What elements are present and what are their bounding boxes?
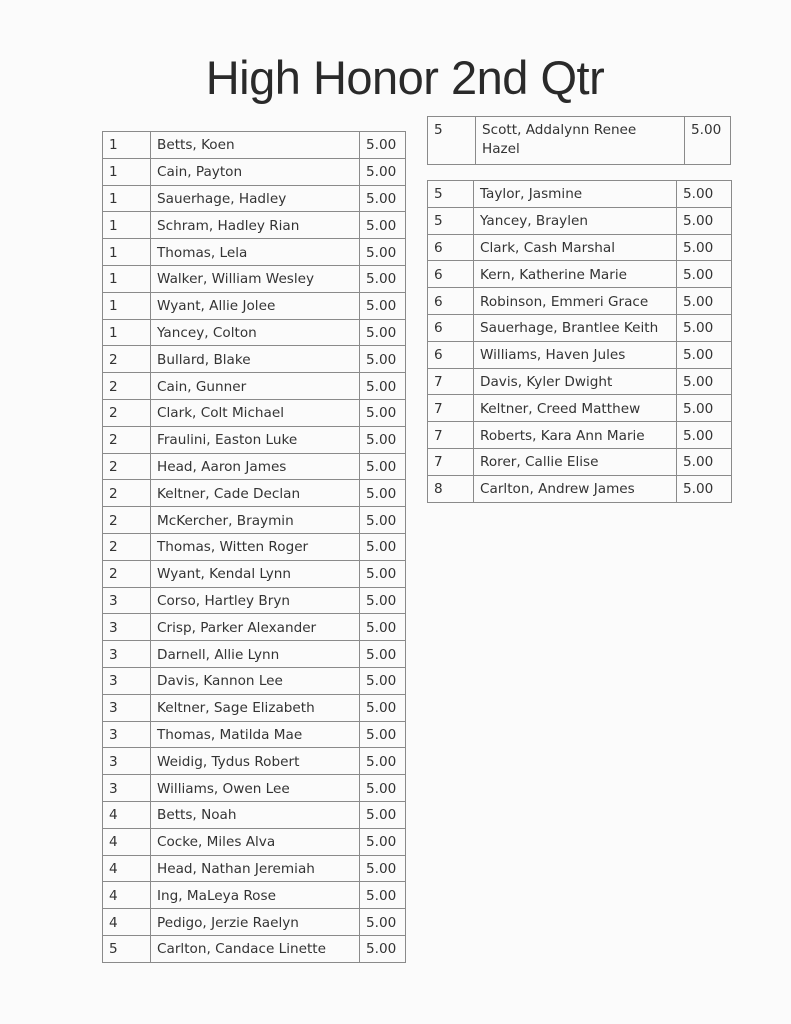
table-row bbox=[428, 422, 732, 449]
student-name-cell: Corso, Hartley Bryn bbox=[151, 587, 360, 614]
student-name-cell: Taylor, Jasmine bbox=[474, 181, 677, 208]
table-row bbox=[103, 641, 406, 668]
student-name-cell: Clark, Colt Michael bbox=[151, 399, 360, 426]
student-name-cell: Crisp, Parker Alexander bbox=[151, 614, 360, 641]
grade-cell: 4 bbox=[103, 828, 151, 855]
table-row bbox=[428, 181, 732, 208]
table-row bbox=[428, 234, 732, 261]
student-name-cell: Keltner, Creed Matthew bbox=[474, 395, 677, 422]
grade-cell: 5 bbox=[103, 935, 151, 962]
student-name-cell: Williams, Owen Lee bbox=[151, 775, 360, 802]
table-row bbox=[103, 935, 406, 962]
table-row bbox=[103, 882, 406, 909]
student-name-cell: Davis, Kannon Lee bbox=[151, 667, 360, 694]
student-name-cell: Carlton, Candace Linette bbox=[151, 935, 360, 962]
score-cell: 5.00 bbox=[360, 748, 406, 775]
score-cell: 5.00 bbox=[360, 935, 406, 962]
table-row bbox=[428, 117, 731, 165]
table-row bbox=[103, 185, 406, 212]
grade-cell: 6 bbox=[428, 261, 474, 288]
student-name-cell: Roberts, Kara Ann Marie bbox=[474, 422, 677, 449]
student-name-cell: Darnell, Allie Lynn bbox=[151, 641, 360, 668]
student-name-cell: Clark, Cash Marshal bbox=[474, 234, 677, 261]
student-name-cell: Keltner, Cade Declan bbox=[151, 480, 360, 507]
score-cell: 5.00 bbox=[360, 721, 406, 748]
student-name-cell: Betts, Koen bbox=[151, 132, 360, 159]
table-row bbox=[103, 721, 406, 748]
score-cell: 5.00 bbox=[677, 261, 732, 288]
score-cell: 5.00 bbox=[360, 132, 406, 159]
score-cell: 5.00 bbox=[360, 426, 406, 453]
student-name-cell: Sauerhage, Brantlee Keith bbox=[474, 314, 677, 341]
table-row bbox=[428, 314, 732, 341]
score-cell: 5.00 bbox=[360, 373, 406, 400]
grade-cell: 3 bbox=[103, 641, 151, 668]
grade-cell: 1 bbox=[103, 158, 151, 185]
student-name-cell: Walker, William Wesley bbox=[151, 265, 360, 292]
score-cell: 5.00 bbox=[360, 185, 406, 212]
table-row bbox=[103, 587, 406, 614]
grade-cell: 4 bbox=[103, 855, 151, 882]
student-name-cell: Thomas, Witten Roger bbox=[151, 533, 360, 560]
table-row bbox=[103, 426, 406, 453]
score-cell: 5.00 bbox=[360, 480, 406, 507]
table-row bbox=[428, 341, 732, 368]
score-cell: 5.00 bbox=[677, 395, 732, 422]
table-row bbox=[103, 158, 406, 185]
score-cell: 5.00 bbox=[677, 422, 732, 449]
grade-cell: 1 bbox=[103, 212, 151, 239]
grade-cell: 2 bbox=[103, 399, 151, 426]
grade-cell: 4 bbox=[103, 882, 151, 909]
grade-cell: 3 bbox=[103, 667, 151, 694]
table-row bbox=[103, 453, 406, 480]
score-cell: 5.00 bbox=[360, 667, 406, 694]
score-cell: 5.00 bbox=[360, 909, 406, 936]
score-cell: 5.00 bbox=[360, 587, 406, 614]
student-name-cell: Scott, Addalynn Renee Hazel bbox=[476, 117, 685, 165]
student-name-cell: Head, Nathan Jeremiah bbox=[151, 855, 360, 882]
table-row bbox=[103, 212, 406, 239]
grade-cell: 8 bbox=[428, 475, 474, 502]
table-row bbox=[103, 346, 406, 373]
score-cell: 5.00 bbox=[360, 346, 406, 373]
score-cell: 5.00 bbox=[360, 614, 406, 641]
student-name-cell: Thomas, Lela bbox=[151, 239, 360, 266]
table-row bbox=[103, 373, 406, 400]
score-cell: 5.00 bbox=[360, 694, 406, 721]
honor-roll-table-right-top bbox=[427, 116, 731, 165]
score-cell: 5.00 bbox=[360, 560, 406, 587]
table-row bbox=[428, 395, 732, 422]
grade-cell: 3 bbox=[103, 587, 151, 614]
score-cell: 5.00 bbox=[677, 368, 732, 395]
grade-cell: 7 bbox=[428, 448, 474, 475]
score-cell: 5.00 bbox=[677, 475, 732, 502]
grade-cell: 2 bbox=[103, 480, 151, 507]
table-row bbox=[103, 292, 406, 319]
grade-cell: 1 bbox=[103, 185, 151, 212]
score-cell: 5.00 bbox=[677, 288, 732, 315]
table-row bbox=[428, 368, 732, 395]
grade-cell: 7 bbox=[428, 395, 474, 422]
table-row bbox=[103, 560, 406, 587]
score-cell: 5.00 bbox=[360, 775, 406, 802]
student-name-cell: Bullard, Blake bbox=[151, 346, 360, 373]
student-name-cell: Wyant, Allie Jolee bbox=[151, 292, 360, 319]
student-name-cell: Ing, MaLeya Rose bbox=[151, 882, 360, 909]
table-row bbox=[103, 855, 406, 882]
student-name-cell: Yancey, Braylen bbox=[474, 207, 677, 234]
table-row bbox=[428, 288, 732, 315]
table-row bbox=[103, 533, 406, 560]
honor-roll-table-right bbox=[427, 180, 732, 503]
student-name-cell: Thomas, Matilda Mae bbox=[151, 721, 360, 748]
table-row bbox=[428, 261, 732, 288]
score-cell: 5.00 bbox=[360, 507, 406, 534]
table-row bbox=[103, 748, 406, 775]
page-title: High Honor 2nd Qtr bbox=[205, 51, 605, 104]
score-cell: 5.00 bbox=[677, 181, 732, 208]
grade-cell: 7 bbox=[428, 422, 474, 449]
student-name-cell: Keltner, Sage Elizabeth bbox=[151, 694, 360, 721]
table-row bbox=[428, 475, 732, 502]
score-cell: 5.00 bbox=[360, 882, 406, 909]
student-name-cell: Davis, Kyler Dwight bbox=[474, 368, 677, 395]
table-row bbox=[103, 801, 406, 828]
score-cell: 5.00 bbox=[360, 453, 406, 480]
grade-cell: 5 bbox=[428, 117, 476, 165]
grade-cell: 3 bbox=[103, 694, 151, 721]
student-name-cell: Kern, Katherine Marie bbox=[474, 261, 677, 288]
score-cell: 5.00 bbox=[360, 265, 406, 292]
grade-cell: 2 bbox=[103, 533, 151, 560]
score-cell: 5.00 bbox=[360, 641, 406, 668]
score-cell: 5.00 bbox=[677, 341, 732, 368]
grade-cell: 6 bbox=[428, 288, 474, 315]
table-row bbox=[103, 694, 406, 721]
student-name-cell: Cain, Gunner bbox=[151, 373, 360, 400]
table-row bbox=[103, 614, 406, 641]
score-cell: 5.00 bbox=[360, 212, 406, 239]
table-row bbox=[103, 319, 406, 346]
student-name-cell: Rorer, Callie Elise bbox=[474, 448, 677, 475]
grade-cell: 1 bbox=[103, 132, 151, 159]
student-name-cell: Wyant, Kendal Lynn bbox=[151, 560, 360, 587]
table-row bbox=[103, 480, 406, 507]
grade-cell: 6 bbox=[428, 341, 474, 368]
score-cell: 5.00 bbox=[677, 207, 732, 234]
honor-roll-table-left bbox=[102, 131, 406, 963]
grade-cell: 2 bbox=[103, 426, 151, 453]
score-cell: 5.00 bbox=[677, 234, 732, 261]
grade-cell: 4 bbox=[103, 801, 151, 828]
grade-cell: 6 bbox=[428, 234, 474, 261]
grade-cell: 4 bbox=[103, 909, 151, 936]
grade-cell: 2 bbox=[103, 346, 151, 373]
grade-cell: 2 bbox=[103, 560, 151, 587]
table-row bbox=[103, 507, 406, 534]
table-row bbox=[428, 448, 732, 475]
grade-cell: 2 bbox=[103, 453, 151, 480]
grade-cell: 1 bbox=[103, 292, 151, 319]
student-name-cell: Robinson, Emmeri Grace bbox=[474, 288, 677, 315]
grade-cell: 7 bbox=[428, 368, 474, 395]
score-cell: 5.00 bbox=[360, 319, 406, 346]
table-row bbox=[103, 239, 406, 266]
score-cell: 5.00 bbox=[360, 292, 406, 319]
grade-cell: 2 bbox=[103, 507, 151, 534]
score-cell: 5.00 bbox=[677, 314, 732, 341]
grade-cell: 1 bbox=[103, 319, 151, 346]
student-name-cell: Cocke, Miles Alva bbox=[151, 828, 360, 855]
table-row bbox=[103, 775, 406, 802]
score-cell: 5.00 bbox=[360, 239, 406, 266]
table-row bbox=[103, 132, 406, 159]
table-row bbox=[103, 667, 406, 694]
student-name-cell: Williams, Haven Jules bbox=[474, 341, 677, 368]
grade-cell: 5 bbox=[428, 207, 474, 234]
grade-cell: 3 bbox=[103, 748, 151, 775]
score-cell: 5.00 bbox=[360, 855, 406, 882]
score-cell: 5.00 bbox=[360, 828, 406, 855]
grade-cell: 2 bbox=[103, 373, 151, 400]
grade-cell: 5 bbox=[428, 181, 474, 208]
grade-cell: 6 bbox=[428, 314, 474, 341]
student-name-cell: Carlton, Andrew James bbox=[474, 475, 677, 502]
student-name-cell: Schram, Hadley Rian bbox=[151, 212, 360, 239]
score-cell: 5.00 bbox=[360, 533, 406, 560]
student-name-cell: McKercher, Braymin bbox=[151, 507, 360, 534]
student-name-cell: Sauerhage, Hadley bbox=[151, 185, 360, 212]
table-row bbox=[103, 909, 406, 936]
score-cell: 5.00 bbox=[360, 399, 406, 426]
student-name-cell: Yancey, Colton bbox=[151, 319, 360, 346]
score-cell: 5.00 bbox=[360, 801, 406, 828]
student-name-cell: Head, Aaron James bbox=[151, 453, 360, 480]
score-cell: 5.00 bbox=[360, 158, 406, 185]
grade-cell: 3 bbox=[103, 614, 151, 641]
score-cell: 5.00 bbox=[677, 448, 732, 475]
table-row bbox=[103, 265, 406, 292]
student-name-cell: Weidig, Tydus Robert bbox=[151, 748, 360, 775]
student-name-cell: Fraulini, Easton Luke bbox=[151, 426, 360, 453]
table-row bbox=[428, 207, 732, 234]
grade-cell: 1 bbox=[103, 265, 151, 292]
student-name-cell: Cain, Payton bbox=[151, 158, 360, 185]
student-name-cell: Pedigo, Jerzie Raelyn bbox=[151, 909, 360, 936]
table-row bbox=[103, 399, 406, 426]
grade-cell: 1 bbox=[103, 239, 151, 266]
table-row bbox=[103, 828, 406, 855]
score-cell: 5.00 bbox=[685, 117, 731, 165]
grade-cell: 3 bbox=[103, 775, 151, 802]
student-name-cell: Betts, Noah bbox=[151, 801, 360, 828]
grade-cell: 3 bbox=[103, 721, 151, 748]
